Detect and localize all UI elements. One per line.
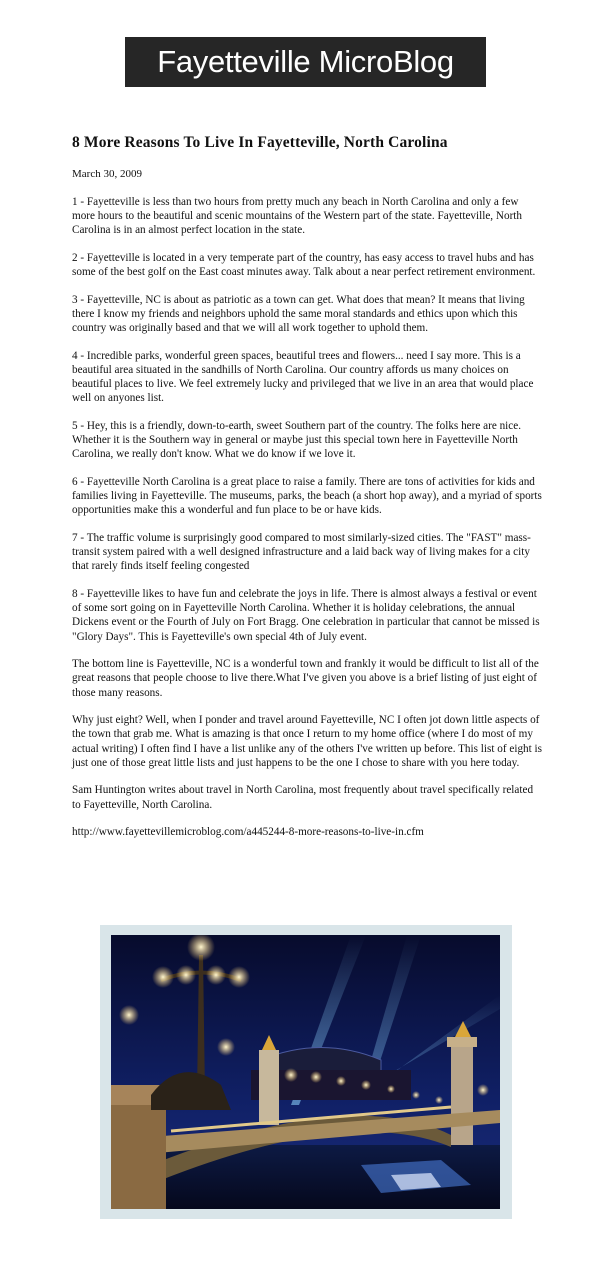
lamp-glow [119,1005,139,1025]
paragraph-why-eight: Why just eight? Well, when I ponder and travel around Fayetteville, NC I often jot down little aspects of the town that grab me. What is amazing is that once I return to my home office (where I do most of my actual writing) I often find I have a list unlike any of the others I've written up before. This list of eight is just one of those great little lists and just happens to be the one I chose to share with you here today. [72,714,543,769]
right-pylon-cap [447,1037,477,1047]
article-title: 8 More Reasons To Live In Fayetteville, North Carolina [72,134,448,151]
lamp-glow [228,966,250,988]
paragraph-3: 3 - Fayetteville, NC is about as patriotic as a town can get. What does that mean? It means that living there I know my friends and neighbors uphold the same moral standards and ethics upon which this country was originally based and that we will all work together to uphold them. [72,293,525,335]
article-body [72,195,544,853]
paragraph-2: 2 - Fayetteville is located in a very temperate part of the country, has easy access to travel hubs and has some of the best golf on the East coast minutes away. Talk about a near perfect retirement environment. [72,252,536,279]
paragraph-author-bio: Sam Huntington writes about travel in North Carolina, most frequently about travel specifically related to Fayetteville, North Carolina. [72,784,534,811]
night-bridge-photo [111,935,500,1209]
lamp-glow [336,1076,346,1086]
center-pylon [259,1050,279,1125]
lamp-glow [361,1080,371,1090]
paragraph-4: 4 - Incredible parks, wonderful green spaces, beautiful trees and flowers... need I say more. This is a beautiful area situated in the sandhills of North Carolina. Our country affords us many choices on beautiful places to live. We feel extremely lucky and privileged that we live in an area that would place well on anyones list. [72,349,534,405]
lamp-glow [387,1085,395,1093]
article-url[interactable]: http://www.fayettevillemicroblog.com/a445244-8-more-reasons-to-live-in.cfm [72,826,424,839]
lamp-glow [435,1096,443,1104]
paragraph-5: 5 - Hey, this is a friendly, down-to-earth, sweet Southern part of the country. The folks here are nice. Whether it is the Southern way in general or maybe just this special town here in Fayetteville North Carolina, we really don't know. What we do know if we love it. [72,420,522,461]
lamp-glow [310,1071,322,1083]
photo-frame [100,925,512,1219]
lamp-glow [284,1068,298,1082]
lamp-glow [206,965,226,985]
lamp-glow [217,1038,235,1056]
article-date: March 30, 2009 [72,168,142,180]
site-banner[interactable] [125,37,486,87]
paragraph-1: 1 - Fayetteville is less than two hours from pretty much any beach in North Carolina and only a few more hours to the beautiful and scenic mountains of the Western part of the state. Fayetteville, North Carolina is in an almost perfect location in the state. [72,196,522,237]
site-banner-text: Fayetteville MicroBlog [157,44,454,79]
lamp-glow [412,1091,420,1099]
paragraph-6: 6 - Fayetteville North Carolina is a great place to raise a family. There are tons of activities for kids and families living in Fayetteville. The museums, parks, the beach (a short hop away), and a myriad of sports opportunities make this a wonderful and fun place to be or have kids. [72,476,542,517]
lamp-glow [477,1084,489,1096]
paragraph-7: 7 - The traffic volume is surprisingly good compared to most similarly-sized cities. The "FAST" mass-transit system paired with a well designed infrastructure and a laid back way of living makes for a city that rarely finds itself feeling congested [72,532,531,573]
right-pylon [451,1045,473,1145]
paragraph-8: 8 - Fayetteville likes to have fun and celebrate the joys in life. There is almost always a festival or event of some sort going on in Fayetteville North Carolina. Whether it is holiday celebrations, the annual Dickens event or the Fourth of July on Fort Bragg. One celebration in particular that cannot be missed is "Glory Days". This is Fayetteville's own special 4th of July event. [72,588,540,643]
lamp-glow [152,966,174,988]
left-pylon [111,1100,166,1209]
paragraph-bottom-line: The bottom line is Fayetteville, NC is a wonderful town and frankly it would be difficult to list all of the great reasons that people choose to live there.What I've given you above is a brief listing of just eight of those many reasons. [72,658,539,699]
lamp-glow [176,965,196,985]
